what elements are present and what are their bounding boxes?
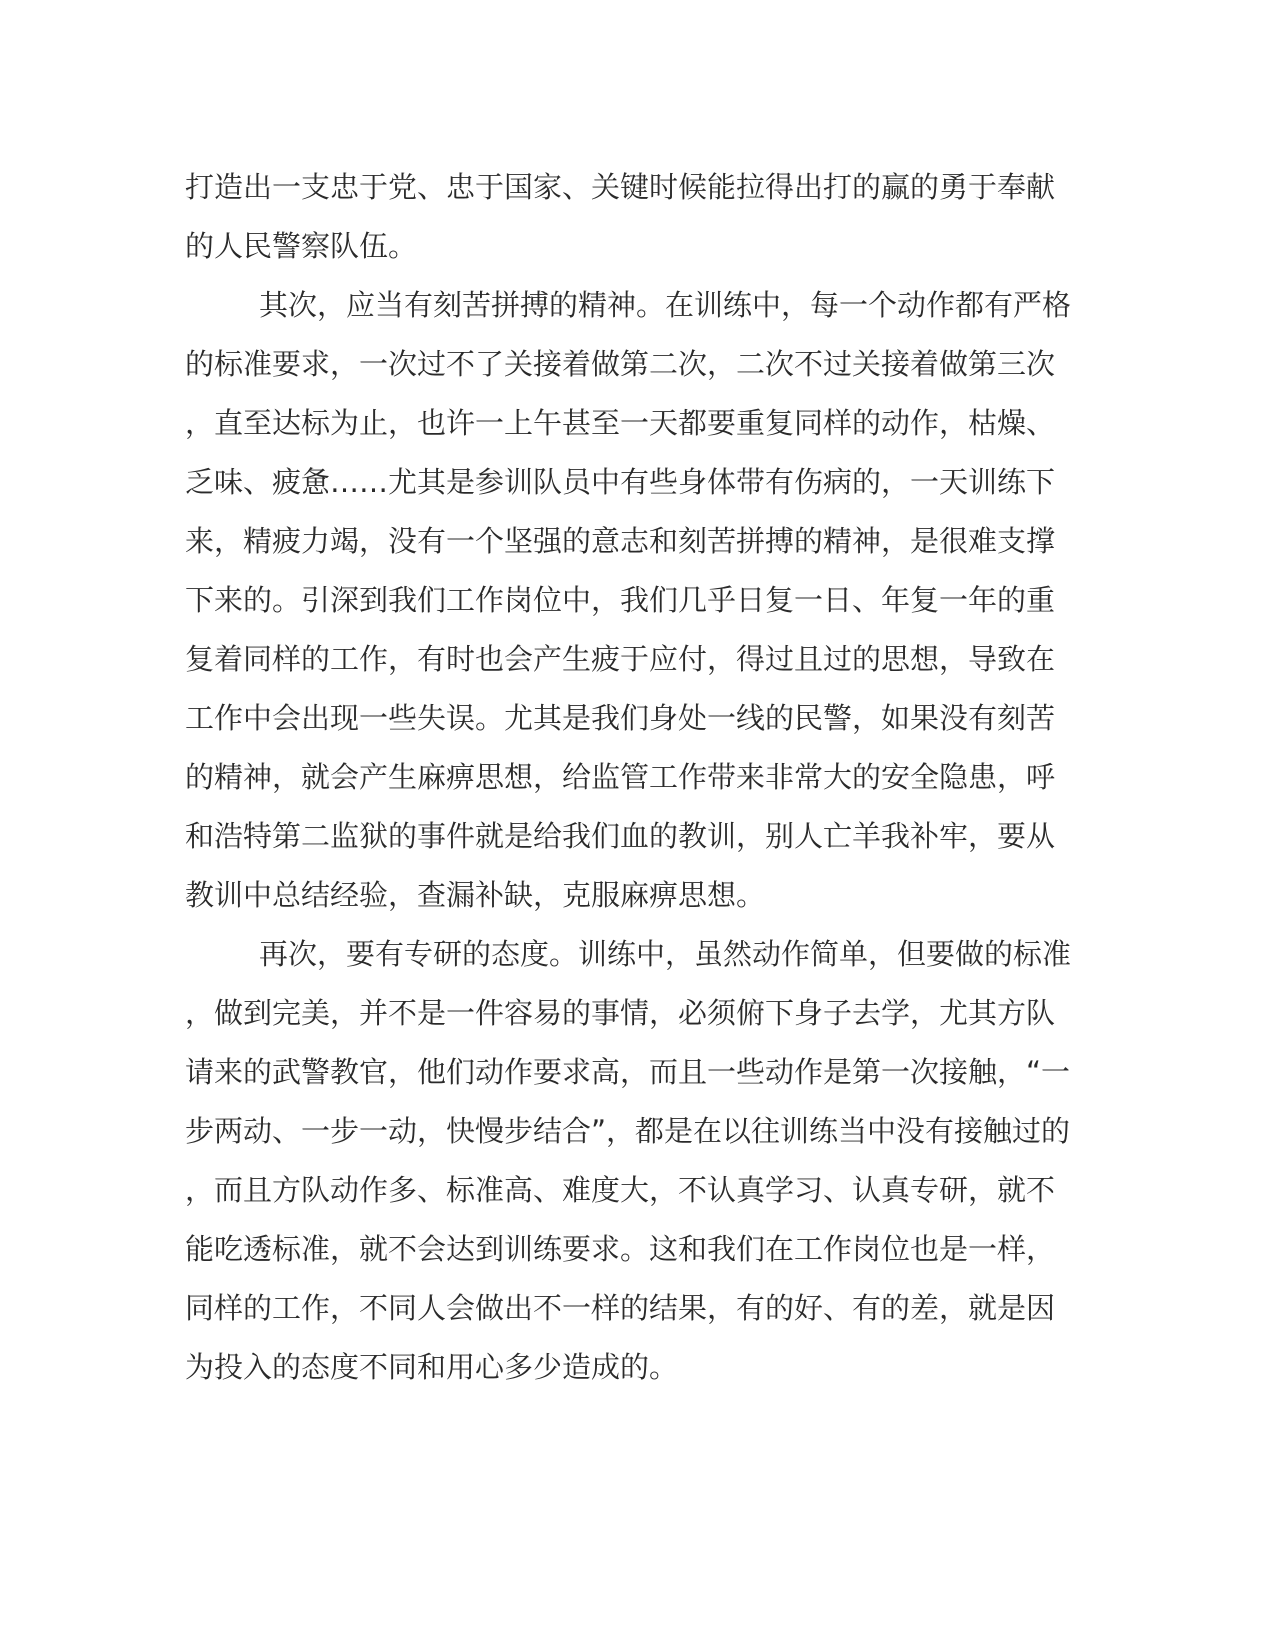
text-line: 和浩特第二监狱的事件就是给我们血的教训，别人亡羊我补牢，要从 (185, 819, 1056, 853)
text-line: 的精神，就会产生麻痹思想，给监管工作带来非常大的安全隐患，呼 (185, 760, 1056, 794)
text-line: 乏味、疲惫……尤其是参训队员中有些身体带有伤病的，一天训练下 (185, 465, 1056, 499)
text-line: 的标准要求，一次过不了关接着做第二次，二次不过关接着做第三次 (185, 347, 1056, 381)
text-line: ，做到完美，并不是一件容易的事情，必须俯下身子去学，尤其方队 (185, 996, 1056, 1030)
text-line: 请来的武警教官，他们动作要求高，而且一些动作是第一次接触，“一 (185, 1055, 1071, 1089)
text-line: 为投入的态度不同和用心多少造成的。 (185, 1350, 679, 1384)
text-line: 工作中会出现一些失误。尤其是我们身处一线的民警，如果没有刻苦 (185, 701, 1056, 735)
text-line: 复着同样的工作，有时也会产生疲于应付，得过且过的思想，导致在 (185, 642, 1056, 676)
text-line: 打造出一支忠于党、忠于国家、关键时候能拉得出打的赢的勇于奉献 (185, 170, 1056, 204)
text-line: ，直至达标为止，也许一上午甚至一天都要重复同样的动作，枯燥、 (185, 406, 1056, 440)
text-line: ，而且方队动作多、标准高、难度大，不认真学习、认真专研，就不 (185, 1173, 1056, 1207)
text-line: 来，精疲力竭，没有一个坚强的意志和刻苦拼搏的精神，是很难支撑 (185, 524, 1056, 558)
text-line: 的人民警察队伍。 (185, 229, 418, 263)
paragraph-start-line: 再次，要有专研的态度。训练中，虽然动作简单，但要做的标准 (259, 937, 1072, 971)
body-text (185, 158, 1085, 1397)
text-line: 能吃透标准，就不会达到训练要求。这和我们在工作岗位也是一样， (185, 1232, 1056, 1266)
text-line: 下来的。引深到我们工作岗位中，我们几乎日复一日、年复一年的重 (185, 583, 1056, 617)
paragraph-start-line: 其次，应当有刻苦拼搏的精神。在训练中，每一个动作都有严格 (259, 288, 1072, 322)
text-line: 教训中总结经验，查漏补缺，克服麻痹思想。 (185, 878, 766, 912)
text-line: 同样的工作，不同人会做出不一样的结果，有的好、有的差，就是因 (185, 1291, 1056, 1325)
text-line: 步两动、一步一动，快慢步结合”，都是在以往训练当中没有接触过的 (185, 1114, 1071, 1148)
